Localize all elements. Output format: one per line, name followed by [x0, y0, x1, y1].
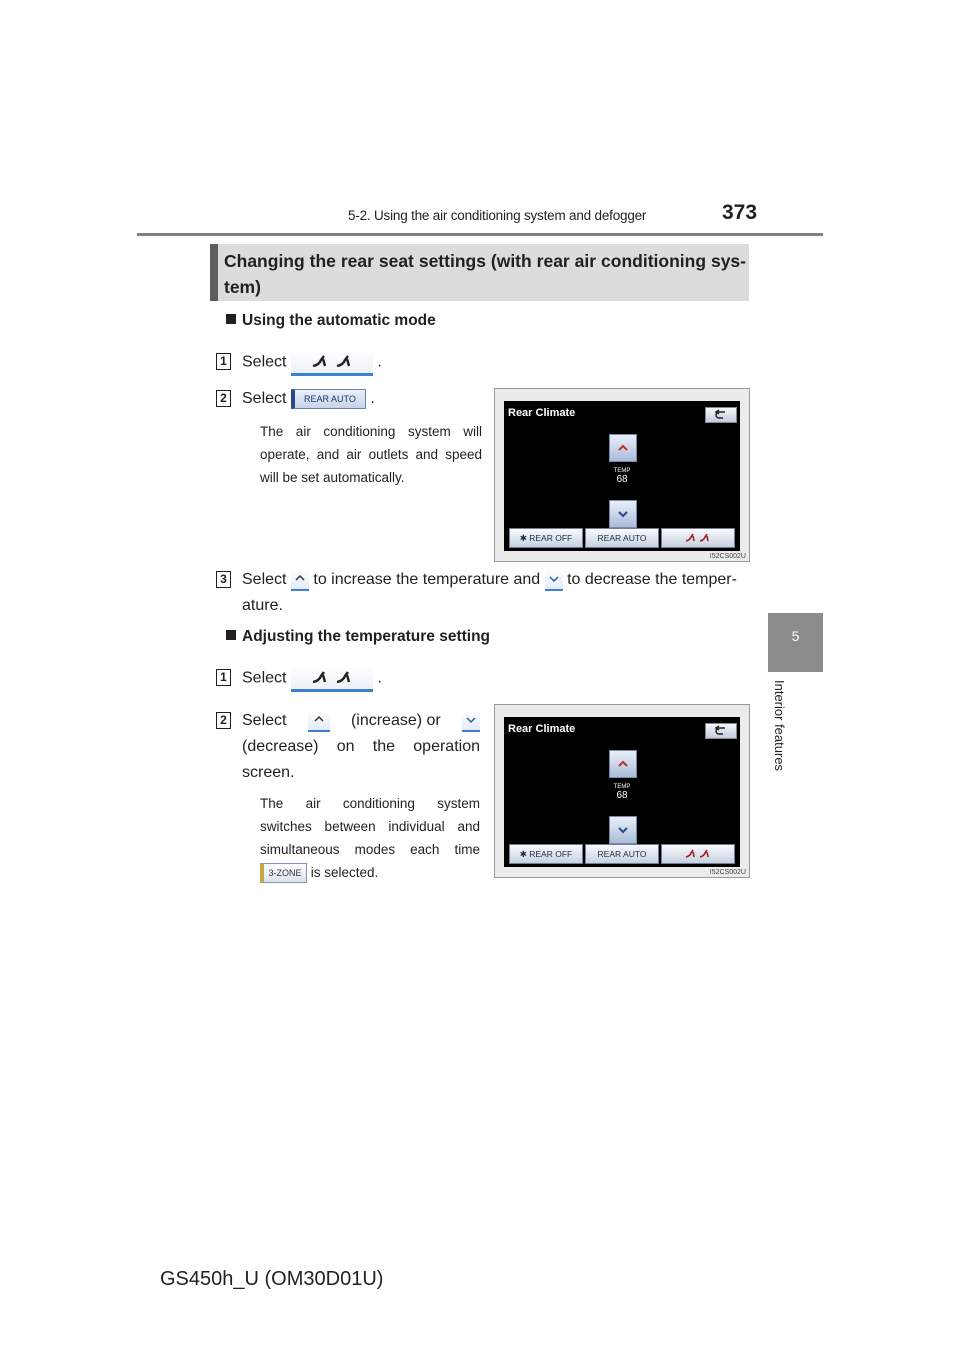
footer-model-code: GS450h_U (OM30D01U) — [160, 1268, 384, 1290]
section-title: Changing the rear seat settings (with rear air conditioning sys-tem) — [224, 251, 746, 297]
step-text: Select . — [242, 665, 382, 692]
back-icon[interactable] — [705, 723, 737, 739]
back-icon[interactable] — [705, 407, 737, 423]
up-arrow-icon[interactable] — [609, 434, 637, 462]
bullet-square-icon — [226, 630, 236, 640]
fan-mode-icon — [291, 665, 373, 692]
fan-mode-button[interactable] — [661, 844, 735, 864]
automatic-mode-note: The air conditioning system will operate, and air outlets and speed will be set automatically. — [260, 424, 482, 485]
step-text: Select REAR AUTO . — [242, 390, 375, 407]
rear-climate-screen — [494, 704, 750, 878]
step-number: 2 — [216, 712, 231, 729]
subheading-automatic-mode: Using the automatic mode — [226, 312, 436, 330]
fan-mode-icon — [291, 349, 373, 376]
temperature-readout: TEMP 68 — [613, 784, 631, 801]
rear-climate-screen — [494, 388, 750, 562]
screen-button-row — [509, 844, 735, 864]
chapter-tab-label: Interior features — [772, 680, 787, 772]
up-arrow-icon — [291, 569, 309, 591]
fan-icon: ✱ — [519, 849, 527, 859]
rear-auto-button[interactable]: REAR AUTO — [585, 528, 659, 548]
temperature-setting-note: The air conditioning system switches between individual and simultaneous modes each time 3-ZONE is selected. — [260, 792, 480, 884]
step-number: 3 — [216, 571, 231, 588]
screen-display — [504, 401, 740, 551]
temperature-readout: TEMP 68 — [613, 468, 631, 485]
step-text: Select . — [242, 349, 382, 376]
screen-button-row — [509, 528, 735, 548]
up-arrow-icon — [308, 710, 330, 732]
screen-title: Rear Climate — [508, 407, 576, 419]
screen-display — [504, 717, 740, 867]
rear-off-button[interactable]: ✱ REAR OFF — [509, 844, 583, 864]
down-arrow-icon[interactable] — [609, 816, 637, 844]
subheading-temperature-setting: Adjusting the temperature setting — [226, 628, 490, 646]
step-number: 1 — [216, 353, 231, 370]
up-arrow-icon[interactable] — [609, 750, 637, 778]
step-text: Select (increase) or (decrease) on the operation screen. — [242, 712, 480, 781]
down-arrow-icon — [462, 710, 480, 732]
down-arrow-icon[interactable] — [609, 500, 637, 528]
step-number: 1 — [216, 669, 231, 686]
image-code: I52CS002U — [709, 869, 746, 876]
down-arrow-icon — [545, 569, 563, 591]
screen-title: Rear Climate — [508, 723, 576, 735]
bullet-square-icon — [226, 314, 236, 324]
header-section-path: 5-2. Using the air conditioning system and defogger — [348, 208, 647, 223]
fan-mode-button[interactable] — [661, 528, 735, 548]
fan-mode-icon — [678, 845, 718, 861]
header-rule — [137, 233, 823, 236]
page-number: 373 — [722, 201, 758, 224]
step-text: Select to increase the temperature and to decrease the temper- ature. — [242, 567, 747, 619]
step-number: 2 — [216, 390, 231, 407]
chapter-tab-number: 5 — [791, 628, 800, 644]
rear-off-button[interactable]: ✱ REAR OFF — [509, 528, 583, 548]
rear-auto-button-icon: REAR AUTO — [291, 389, 366, 409]
fan-icon: ✱ — [519, 533, 527, 543]
zone-button-icon: 3-ZONE — [260, 863, 307, 883]
rear-auto-button[interactable]: REAR AUTO — [585, 844, 659, 864]
image-code: I52CS002U — [709, 553, 746, 560]
fan-mode-icon — [678, 529, 718, 545]
